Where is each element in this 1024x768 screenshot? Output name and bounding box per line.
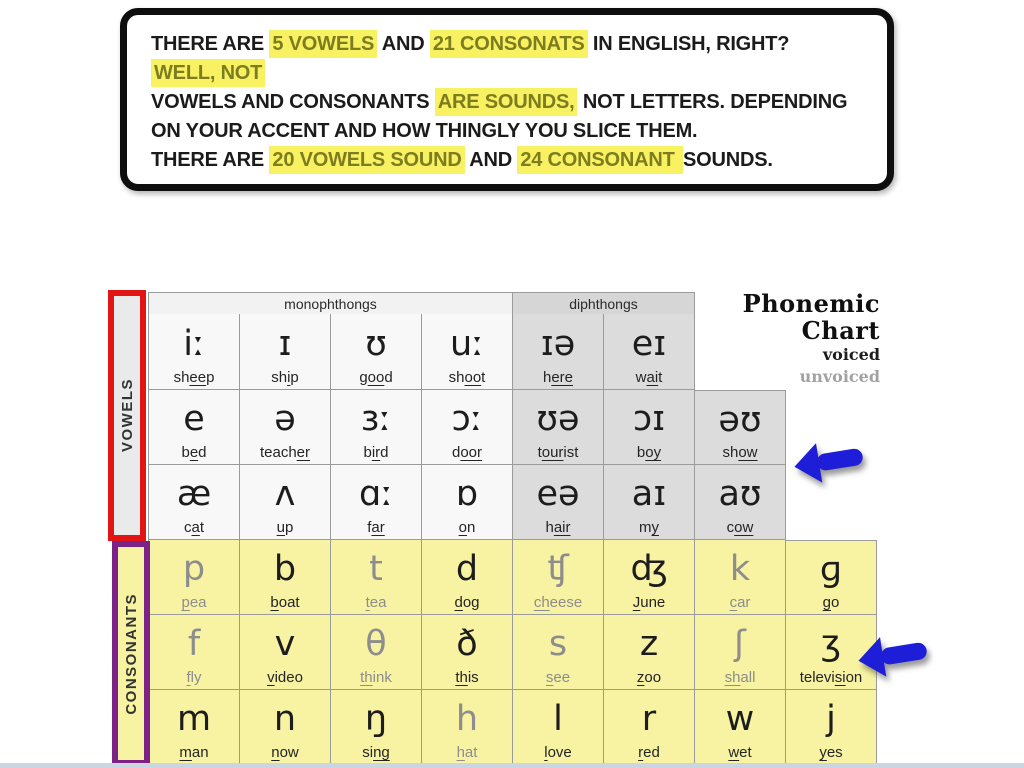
example-word: show <box>722 444 758 461</box>
underlined-letters: ai <box>646 369 659 386</box>
phoneme-cell <box>331 465 422 540</box>
phoneme-cell <box>786 540 877 615</box>
plain-text: AND <box>464 149 518 171</box>
underlined-letters: er <box>296 444 311 461</box>
phoneme-cell <box>695 390 786 465</box>
underlined-letters: l <box>544 744 548 761</box>
plain-text: AND <box>377 33 430 55</box>
example-word: television <box>799 669 863 686</box>
underlined-letters: c <box>729 594 738 611</box>
phoneme-cell <box>331 540 422 615</box>
underlined-letters: o <box>458 519 467 536</box>
phoneme-symbol: ɡ <box>819 549 843 590</box>
highlighted-text: WELL, NOT <box>151 59 265 87</box>
plain-text: THERE ARE <box>151 149 270 171</box>
example-word: sing <box>362 744 390 761</box>
underlined-letters: h <box>456 744 465 761</box>
phoneme-symbol: ɑː <box>358 474 393 514</box>
example-word: now <box>271 744 299 761</box>
underlined-letters: ir <box>371 444 381 461</box>
underlined-letters: sh <box>724 669 741 686</box>
underlined-letters: ere <box>551 369 574 386</box>
underlined-letters: f <box>186 669 191 686</box>
phoneme-symbol: ʌ <box>274 474 296 514</box>
phoneme-symbol: ʊə <box>536 399 580 439</box>
example-word: here <box>542 369 574 386</box>
underlined-letters: si <box>834 669 846 686</box>
phoneme-symbol: ʧ <box>547 549 569 589</box>
phoneme-symbol: r <box>641 699 657 739</box>
bottom-edge-strip <box>0 763 1024 768</box>
phoneme-cell <box>331 690 422 765</box>
example-word: red <box>638 744 660 761</box>
consonants-label: CONSONANTS <box>122 592 140 715</box>
example-word: up <box>276 519 294 536</box>
phoneme-cell <box>240 314 331 390</box>
example-word: door <box>451 444 483 461</box>
example-word: hat <box>456 744 478 761</box>
chart-title-line2: Chart <box>801 316 880 345</box>
highlighted-text: 21 CONSONATS <box>430 30 588 58</box>
example-word: fly <box>186 669 202 686</box>
underlined-letters: ar <box>371 519 385 536</box>
underlined-letters: th <box>360 669 373 686</box>
underlined-letters: oy <box>645 444 662 461</box>
vowels-group-box <box>108 290 146 541</box>
highlighted-text: 5 VOWELS <box>269 30 377 58</box>
underlined-letters: ow <box>738 444 758 461</box>
plain-text: VOWELS AND CONSONANTS <box>151 91 435 113</box>
example-word: June <box>632 594 666 611</box>
phoneme-cell <box>149 314 240 390</box>
underlined-letters: ch <box>533 594 550 611</box>
underlined-letters: a <box>191 519 200 536</box>
example-word: tourist <box>537 444 579 461</box>
phoneme-cell <box>422 540 513 615</box>
phoneme-symbol: ð <box>456 624 478 664</box>
note-line <box>151 59 875 88</box>
highlighted-text: ARE SOUNDS, <box>435 88 578 116</box>
phoneme-symbol: ʤ <box>630 549 668 589</box>
example-word: shall <box>724 669 756 686</box>
underlined-letters: z <box>636 669 645 686</box>
example-word: my <box>639 519 659 536</box>
example-word: boat <box>270 594 300 611</box>
example-word: think <box>360 669 392 686</box>
underlined-letters: d <box>454 594 463 611</box>
phoneme-symbol: ʒ <box>820 624 842 664</box>
phoneme-cell <box>422 615 513 690</box>
example-word: good <box>359 369 393 386</box>
underlined-letters: t <box>365 594 370 611</box>
note-line <box>151 117 875 146</box>
vowel-row <box>148 465 786 540</box>
plain-text: IN ENGLISH, RIGHT? <box>587 33 790 55</box>
underlined-letters: n <box>271 744 280 761</box>
phoneme-symbol: n <box>273 699 297 739</box>
phoneme-cell <box>331 615 422 690</box>
phoneme-symbol: ɪ <box>278 323 292 364</box>
phoneme-symbol: e <box>183 399 205 439</box>
phoneme-cell <box>149 540 240 615</box>
note-line <box>151 30 875 59</box>
phoneme-symbol: ə <box>274 399 296 439</box>
legend-unvoiced: unvoiced <box>799 367 880 386</box>
phoneme-symbol: s <box>548 624 568 664</box>
note-line <box>151 88 875 117</box>
underlined-letters: y <box>819 744 827 761</box>
example-word: bird <box>363 444 389 461</box>
underlined-letters: air <box>553 519 571 536</box>
chart-title-line1: Phonemic <box>742 289 880 318</box>
phoneme-cell <box>513 390 604 465</box>
phoneme-cell <box>240 540 331 615</box>
phoneme-cell <box>604 690 695 765</box>
phoneme-symbol: ʃ <box>734 624 746 664</box>
phoneme-symbol: ɪə <box>540 323 576 364</box>
phoneme-cell <box>604 615 695 690</box>
example-word: tea <box>365 594 387 611</box>
example-word: this <box>455 669 479 686</box>
underlined-letters: v <box>267 669 275 686</box>
phoneme-symbol: d <box>455 549 479 589</box>
phoneme-cell <box>422 465 513 540</box>
underlined-letters: u <box>276 519 285 536</box>
underlined-letters: th <box>455 669 468 686</box>
legend-voiced: voiced <box>822 345 880 364</box>
underlined-letters: e <box>189 444 199 461</box>
highlighted-text: 20 VOWELS SOUND <box>269 146 464 174</box>
plain-text: NOT LETTERS. DEPENDING <box>577 91 848 113</box>
plain-text: THERE ARE <box>151 33 270 55</box>
phoneme-symbol: z <box>639 624 659 664</box>
underlined-letters: p <box>181 594 190 611</box>
phoneme-cell <box>240 465 331 540</box>
example-word: cheese <box>533 594 583 611</box>
plain-text: SOUNDS. <box>683 149 773 171</box>
phoneme-cell <box>695 540 786 615</box>
phoneme-symbol: əʊ <box>718 399 762 440</box>
example-word: go <box>822 594 840 611</box>
phoneme-cell <box>604 540 695 615</box>
phoneme-cell <box>513 540 604 615</box>
phoneme-symbol: j <box>826 699 836 739</box>
highlighted-text: 24 CONSONANT <box>517 146 683 174</box>
phoneme-cell <box>604 465 695 540</box>
phoneme-cell <box>695 465 786 540</box>
phoneme-cell <box>786 690 877 765</box>
example-word: boy <box>636 444 662 461</box>
example-word: hair <box>545 519 571 536</box>
consonant-row <box>148 690 877 765</box>
example-word: shoot <box>448 369 486 386</box>
underlined-letters: our <box>541 444 564 461</box>
underlined-letters: i <box>287 369 291 386</box>
blue-arrow-television-icon <box>856 628 934 682</box>
blue-arrow-show-column-icon <box>792 434 870 488</box>
example-word: ship <box>271 369 299 386</box>
phoneme-cell <box>695 615 786 690</box>
example-word: love <box>544 744 572 761</box>
underlined-letters: r <box>638 744 644 761</box>
phoneme-symbol: iː <box>183 323 205 364</box>
example-word: teacher <box>259 444 311 461</box>
phoneme-cell <box>513 314 604 390</box>
underlined-letters: g <box>822 594 831 611</box>
monophthongs-header: monophthongs <box>149 293 513 315</box>
underlined-letters: w <box>728 744 740 761</box>
consonants-group-box <box>112 541 150 766</box>
phoneme-cell <box>513 690 604 765</box>
phoneme-cell <box>422 690 513 765</box>
example-word: wait <box>635 369 663 386</box>
diphthongs-header: diphthongs <box>513 293 695 315</box>
phoneme-symbol: aɪ <box>631 474 667 514</box>
example-word: far <box>367 519 385 536</box>
phoneme-symbol: p <box>182 549 206 589</box>
phoneme-symbol: θ <box>365 624 387 664</box>
example-word: on <box>458 519 476 536</box>
phoneme-symbol: w <box>725 699 755 739</box>
phoneme-symbol: m <box>176 699 212 739</box>
example-word: wet <box>728 744 752 761</box>
phoneme-symbol: ɜː <box>360 399 392 439</box>
phoneme-cell <box>149 615 240 690</box>
phoneme-cell <box>331 390 422 465</box>
phoneme-cell <box>149 390 240 465</box>
underlined-letters: b <box>270 594 279 611</box>
phoneme-cell <box>240 390 331 465</box>
phoneme-symbol: ŋ <box>364 699 388 739</box>
phoneme-symbol: f <box>187 624 201 664</box>
example-word: man <box>179 744 209 761</box>
chart-header-row <box>148 292 695 315</box>
phoneme-cell <box>149 465 240 540</box>
underlined-letters: m <box>179 744 192 761</box>
example-word: sheep <box>173 369 215 386</box>
underlined-letters: y <box>651 519 659 536</box>
phoneme-symbol: k <box>729 549 751 589</box>
vowel-row <box>148 390 786 465</box>
phoneme-cell <box>422 390 513 465</box>
phoneme-symbol: l <box>553 699 563 739</box>
phoneme-symbol: h <box>455 699 479 739</box>
consonant-row <box>148 540 877 615</box>
phoneme-symbol: aʊ <box>718 474 762 514</box>
example-word: car <box>729 594 751 611</box>
phoneme-cell <box>240 690 331 765</box>
underlined-letters: J <box>632 594 641 611</box>
note-text <box>151 30 875 175</box>
consonant-row <box>148 615 877 690</box>
phoneme-cell <box>422 314 513 390</box>
phoneme-cell <box>331 314 422 390</box>
underlined-letters: ow <box>734 519 754 536</box>
phoneme-symbol: ɒ <box>455 474 479 514</box>
note-line <box>151 146 875 175</box>
example-word: bed <box>181 444 207 461</box>
example-word: see <box>545 669 571 686</box>
underlined-letters: oo <box>464 369 482 386</box>
phoneme-symbol: ʊ <box>365 323 387 364</box>
phoneme-symbol: eɪ <box>631 323 667 364</box>
underlined-letters: oor <box>460 444 483 461</box>
vowels-label: VOWELS <box>118 378 136 453</box>
phoneme-symbol: b <box>273 549 297 589</box>
example-word: zoo <box>636 669 662 686</box>
phoneme-symbol: uː <box>450 323 484 364</box>
phoneme-symbol: v <box>274 624 296 664</box>
example-word: dog <box>454 594 480 611</box>
example-word: video <box>267 669 303 686</box>
phoneme-cell <box>240 615 331 690</box>
phoneme-symbol: eə <box>536 474 580 514</box>
underlined-letters: ee <box>189 369 207 386</box>
underlined-letters: oo <box>367 369 385 386</box>
phoneme-symbol: t <box>369 549 383 589</box>
phoneme-cell <box>513 465 604 540</box>
plain-text: ON YOUR ACCENT AND HOW THINGLY YOU SLICE THEM. <box>151 120 698 142</box>
phoneme-symbol: ɔː <box>451 399 483 439</box>
phoneme-cell <box>149 690 240 765</box>
example-word: cow <box>726 519 754 536</box>
example-word: yes <box>819 744 843 761</box>
underlined-letters: ng <box>373 744 390 761</box>
note-box <box>120 8 894 191</box>
chart-title-block <box>680 290 880 388</box>
vowel-row <box>148 314 695 390</box>
phoneme-cell <box>513 615 604 690</box>
phoneme-symbol: ɔɪ <box>632 399 666 439</box>
underlined-letters: s <box>545 669 554 686</box>
example-word: cat <box>183 519 204 536</box>
phoneme-cell <box>604 390 695 465</box>
example-word: pea <box>181 594 207 611</box>
phoneme-symbol: æ <box>176 474 212 514</box>
phoneme-cell <box>695 690 786 765</box>
